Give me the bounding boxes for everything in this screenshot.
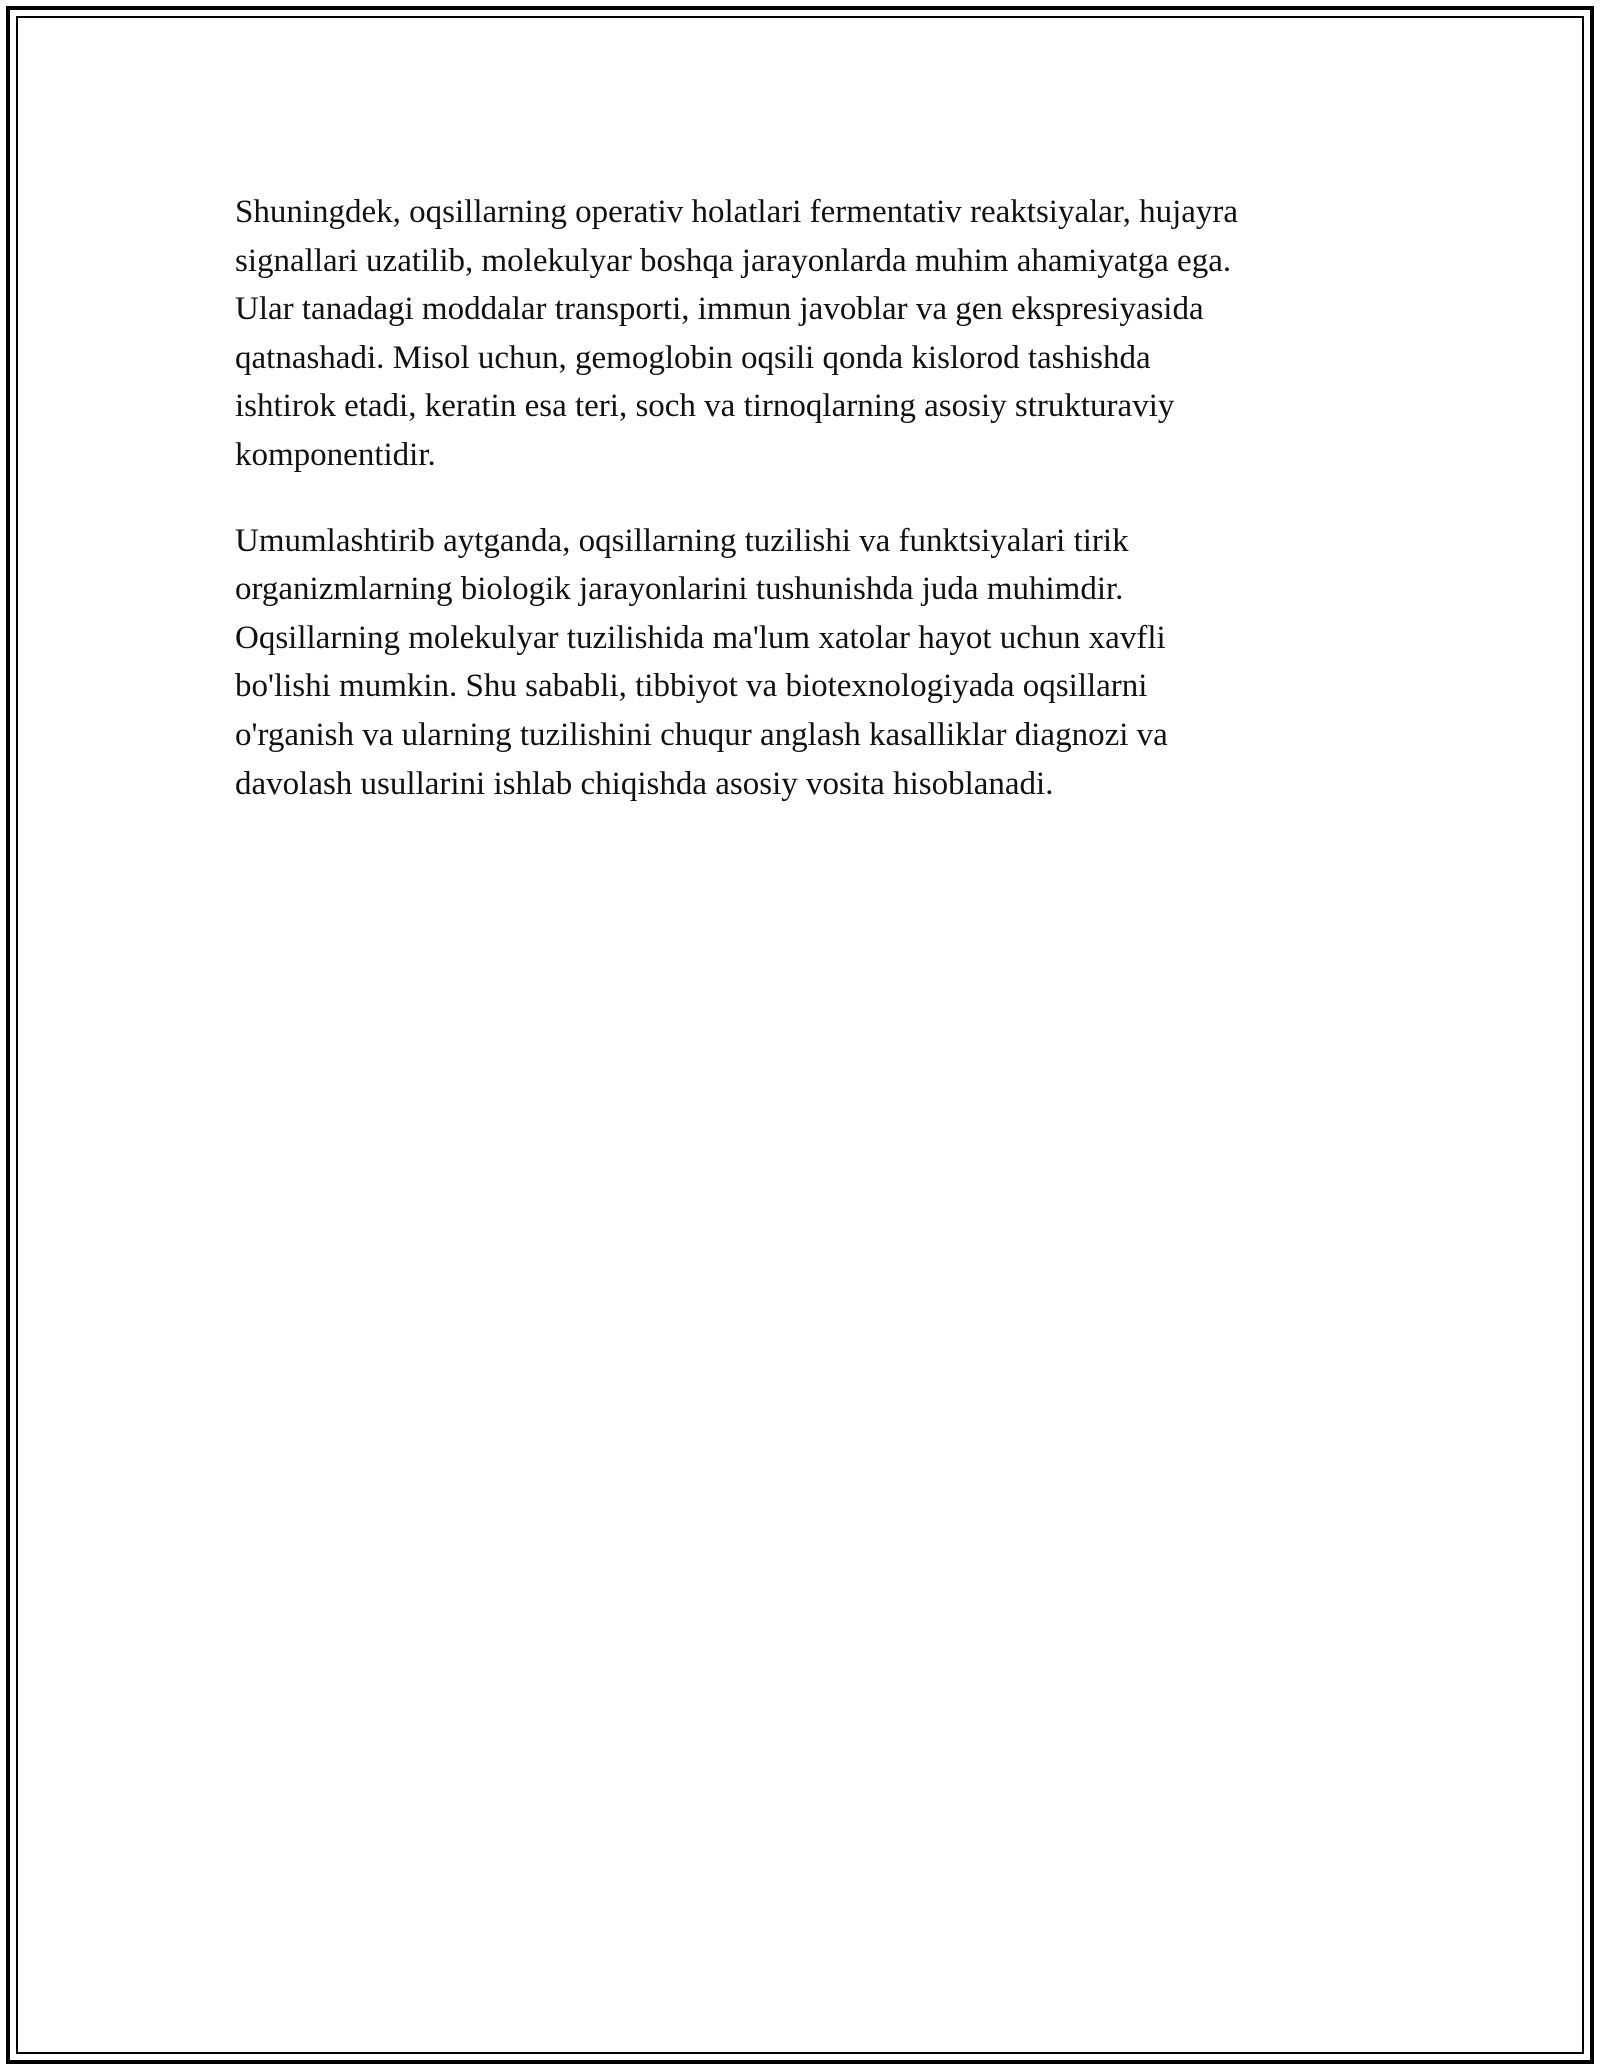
paragraph-line: Shuningdek, oqsillarning operativ holatlari fermentativ reaktsiyalar, hujayra — [235, 194, 1239, 230]
paragraph-line: ishtirok etadi, keratin esa teri, soch va tirnoqlarning asosiy strukturaviy — [235, 388, 1175, 425]
paragraph-1 — [235, 188, 1365, 480]
paragraph-2 — [235, 517, 1365, 809]
paragraph-line: Umumlashtirib aytganda, oqsillarning tuzilishi va funktsiyalari tirik — [235, 522, 1129, 559]
paragraph-line: Ular tanadagi moddalar transporti, immun javoblar va gen ekspresiyasida — [235, 291, 1204, 328]
paragraph-line: komponentidir. — [235, 436, 436, 473]
paragraph-line: bo'lishi mumkin. Shu sababli, tibbiyot va biotexnologiyada oqsillarni — [235, 668, 1148, 705]
paragraph-line: Oqsillarning molekulyar tuzilishida ma'lum xatolar hayot uchun xavfli — [235, 619, 1166, 656]
document-body — [235, 188, 1365, 845]
paragraph-line: organizmlarning biologik jarayonlarini tushunishda juda muhimdir. — [235, 571, 1124, 608]
paragraph-line: signallari uzatilib, molekulyar boshqa jarayonlarda muhim ahamiyatga ega. — [235, 242, 1232, 279]
paragraph-line: qatnashadi. Misol uchun, gemoglobin oqsili qonda kislorod tashishda — [235, 339, 1151, 376]
paragraph-line: o'rganish va ularning tuzilishini chuqur anglash kasalliklar diagnozi va — [235, 716, 1168, 753]
paragraph-line: davolash usullarini ishlab chiqishda asosiy vosita hisoblanadi. — [235, 765, 1054, 802]
